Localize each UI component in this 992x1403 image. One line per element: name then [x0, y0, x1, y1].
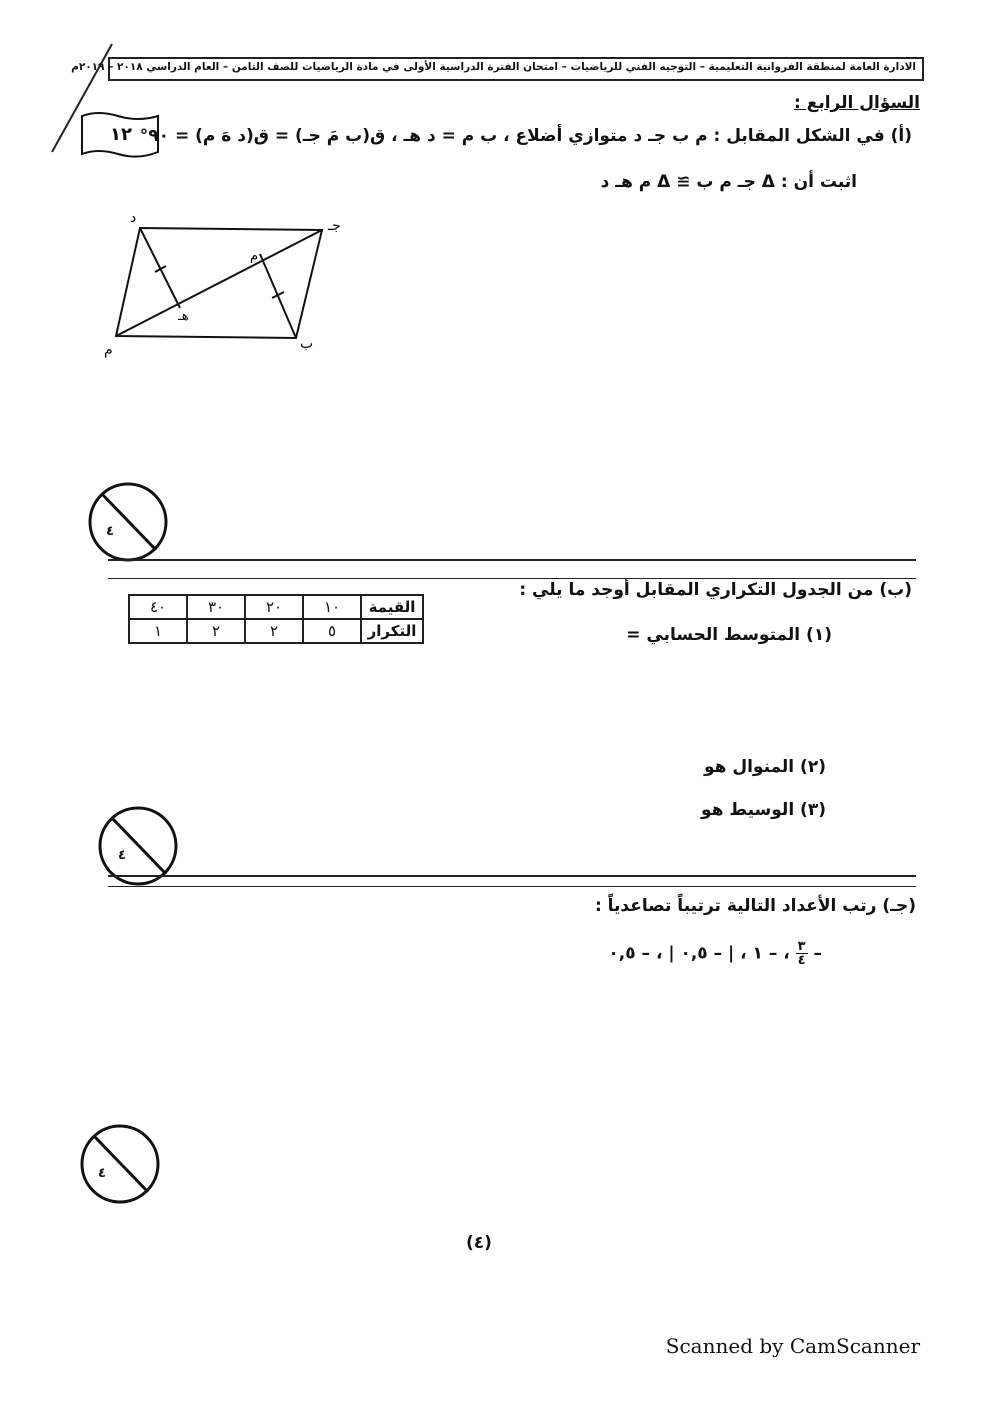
freq-cell: ٢: [187, 619, 245, 643]
scanner-watermark: Scanned by CamScanner: [665, 1334, 920, 1358]
label-beh: ب: [300, 336, 314, 352]
exam-header: الادارة العامة لمنطقة الفروانية التعليمية – التوجيه الفني للرياضيات – امتحان الفترة الدراسية الأولى في مادة الرياضيات للصف الثامن – العام الدراسي ٢٠١٨ – ٢٠١٩م: [71, 61, 916, 73]
divider-2: [108, 875, 916, 877]
divider-1b: [108, 578, 916, 579]
freq-cell: ٢: [245, 619, 303, 643]
freq-header: التكرار: [361, 619, 423, 643]
label-meem-a: م: [104, 342, 113, 358]
mark-c-value: ٤: [98, 1166, 106, 1181]
mark-a-value: ٤: [106, 524, 114, 539]
fraction-denominator: ٤: [797, 953, 806, 968]
part-b-median: (٣) الوسيط هو: [701, 800, 826, 820]
part-c-title: (جـ) رتب الأعداد التالية ترتيباً تصاعدياً :: [594, 896, 916, 916]
table-row: [129, 619, 423, 643]
label-jeem: جـ: [328, 218, 341, 234]
part-a-statement: (أ) في الشكل المقابل : م ب جـ د متوازي أضلاع ، ب م = د هـ ، ق(ب مَ جـ) = ق(د هَ م) = ٩٠°: [139, 126, 912, 146]
score-value: ١٢: [110, 124, 132, 145]
page-number: (٤): [466, 1233, 492, 1253]
value-cell: ٤٠: [129, 595, 187, 619]
question-title: السؤال الرابع :: [794, 93, 920, 113]
part-b-mode: (٢) المنوال هو: [703, 757, 826, 777]
value-header: القيمة: [361, 595, 423, 619]
label-heh: هـ: [178, 309, 189, 324]
parallelogram-figure: [100, 208, 350, 368]
table-row: [129, 595, 423, 619]
crossed-circle-icon: [78, 1122, 162, 1206]
freq-cell: ١: [129, 619, 187, 643]
part-c-numbers: [608, 940, 822, 967]
freq-cell: ٥: [303, 619, 361, 643]
numbers-rest: ، – ١ ، | – ٠,٥ | ، – ٠,٥: [608, 943, 790, 964]
value-cell: ٢٠: [245, 595, 303, 619]
fraction-numerator: ٣: [797, 939, 806, 954]
label-meem: م: [250, 249, 259, 264]
mark-circle-c: [78, 1122, 162, 1206]
frequency-table: [128, 594, 424, 644]
fraction-three-quarters: [796, 940, 808, 967]
part-a-prove: اثبت أن : Δ جـ م ب ≅ Δ م هـ د: [600, 172, 857, 192]
mark-circle-a: [86, 480, 170, 564]
divider-2b: [108, 886, 916, 887]
part-b-mean: (١) المتوسط الحسابي =: [626, 625, 832, 645]
numbers-minus: –: [807, 943, 822, 964]
value-cell: ١٠: [303, 595, 361, 619]
mark-b-value: ٤: [118, 848, 126, 863]
label-dal: د: [130, 210, 137, 226]
divider-1: [108, 559, 916, 561]
crossed-circle-icon: [86, 480, 170, 564]
part-b-title: (ب) من الجدول التكراري المقابل أوجد ما يلي :: [519, 580, 912, 600]
value-cell: ٣٠: [187, 595, 245, 619]
